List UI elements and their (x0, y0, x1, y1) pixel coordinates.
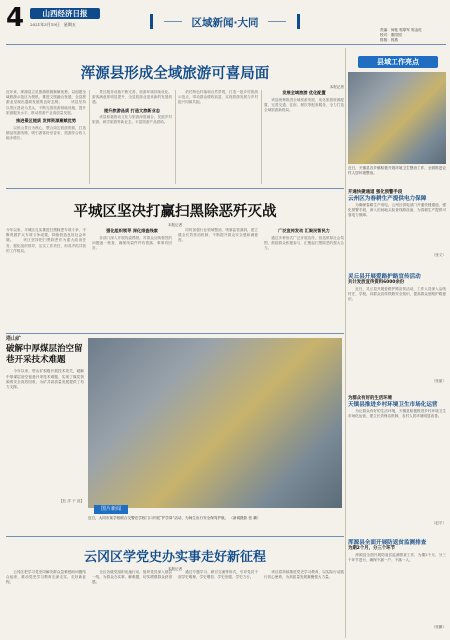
section-title: 区域新闻·大同 (191, 17, 259, 29)
main-col-1: 近年来，浑源县立足旅游资源禀赋优势，以创建全域旅游示范区为契机，推进文旅融合发展，全县旅游业呈现出蓬勃发展的良好态势。 该县坚持以景区建设为龙头，不断完善旅游基础设施，提升旅游服务水平，推动旅游产业高质量发展。 推进景区提质 发挥资源禀赋优势 以恒山景区为核心，整合周边旅游资源，打造精品旅游线路，吸引游客纷至沓来，旅游综合收入稳步增长。 (6, 90, 86, 140)
sidebar-item-3: 为群众有好的生活环境 天镇县推进乡村环境卫生市场化运营 为让群众有好的生活环境，天镇县积极推进乡村环境卫生市场化运营，建立长效保洁机制，农村人居环境明显改善。 （赵平） (348, 396, 446, 525)
middle-article (6, 190, 344, 330)
middle-subhead-2: 广泛宣传发动 汇聚民智民力 (278, 228, 330, 233)
photo-news-caption: 近日，大同市某学校联合交警在学校门口开展“护学岗”活动，为师生出行安全保驾护航。 （新闻摄影 张 鹏） (88, 516, 261, 520)
sidebar (348, 48, 446, 640)
main-subhead-1: 推进景区提质 发挥资源禀赋优势 (15, 118, 77, 124)
middle-col-4: 广泛宣传发动 汇聚民智民力 通过多种形式广泛开展宣传，营造浓厚社会氛围，鼓励群众积极参与，汇聚起扫黑除恶的强大合力。 (264, 228, 344, 250)
paper-name-badge (30, 8, 100, 19)
main-col-3: 依托特色村落和自然景观，打造一批乡村旅游示范点，带动群众增收致富，实现旅游发展与乡村振兴同频共振。 (178, 90, 258, 105)
main-col-4: 发展全域旅游 优化配置 该县统筹推进全域旅游发展，优化旅游资源配置，完善交通、住宿、餐饮等配套服务，全力打造全域旅游新格局。 (264, 90, 344, 112)
bottom-article: 云冈区学党史办实事走好新征程 本报记者 云冈区把学习党史同解决群众急难愁盼问题结合起来，推动党史学习教育走深走实，走好新征程。 全区各级党组织迅速行动，组织党员深入基层一线，为群众办实事、解难题，切实增强群众获得感。 通过专题学习、研讨交流等形式，引导党员干部学史明理、学史增信、学史崇德、学史力行。 该区将持续推进党史学习教育，以实际行动践行初心使命，为高质量发展凝聚强大力量。 (6, 538, 344, 638)
date-line: 2021年3月19日 星期五 (30, 22, 76, 27)
middle-col-1: 今年以来，平城区扎实推进扫黑除恶专项斗争，不断巩固扩大专项斗争成果，持续营造良好社会环境。 该区坚持把扫黑除恶作为重大政治任务，强化组织领导，压实工作责任，形成齐抓共管的工作格局。 (6, 228, 86, 253)
lower-left-title: 破解中厚煤层治空留巷开采技术难题 (6, 344, 83, 366)
main-subhead-2: 提升旅游品质 打造文旅新业态 (104, 107, 160, 113)
section-bar (150, 14, 300, 29)
bottom-title: 云冈区学党史办实事走好新征程 (83, 550, 266, 565)
sidebar-item-2: 灵丘县开展爱路护路宣传活动 共计发放宣传资料6000余份 近日，灵丘县开展爱路护路宣传活动，工作人员深入沿线村庄、学校，向群众宣传铁路安全知识，提高群众爱路护路意识。 （张丽） (348, 274, 446, 383)
page-header (0, 0, 450, 46)
editor-credits: 责编：何帐 郭厚军 郭金旺 校对：康园园 排版：郭燕 (380, 28, 422, 42)
middle-col-3: 同时加强行业领域整治，堵塞监管漏洞，建立健全长效常治机制，不断提升群众安全感和满意度。 (178, 228, 258, 243)
middle-col-2: 强化组织领导 深化排查线索 各部门深入开展线索摸排，对群众反映强烈的问题逐一核查，确保线索件件有着落、事事有回音。 (92, 228, 172, 250)
sidebar-photo (348, 72, 446, 164)
middle-subhead-1: 强化组织领导 深化排查线索 (106, 228, 158, 233)
header-rule (6, 44, 446, 45)
news-photo (88, 338, 342, 508)
main-title: 浑源县形成全域旅游可喜局面 (80, 66, 270, 82)
paper-name: 山西经济日报 (42, 9, 88, 18)
sidebar-item-1: 开通快捷通道 强化预警手段 云州区为春耕生产提供电力保障 为确保春耕生产用电，云州区供电部门开通快捷通道，强化预警手段，深入田间地头检查线路设备，为春耕生产提供可靠电力保障。 （张义） (348, 190, 446, 257)
main-byline: 本报记者 (329, 85, 344, 89)
main-article (6, 48, 344, 186)
page-number: 4 (6, 3, 25, 33)
sidebar-item-4: 浑源县全面开展防返贫监测排查 为期2个月，分三个环节 浑源县全面开展防返贫监测排查工作，为期2个月，分三个环节进行，确保不漏一户、不落一人。 （张鹏） (348, 540, 446, 629)
sidebar-badge: 县域工作亮点 (358, 56, 438, 68)
middle-title: 平城区坚决打赢扫黑除恶歼灭战 (73, 204, 277, 220)
sidebar-photo-caption: 近日，天镇县各乡镇积极开展环境卫生整治工作，全面推进农村人居环境整治。 (348, 166, 446, 176)
lower-left-kicker: 塔山矿 (6, 336, 22, 342)
main-col-2: 景区服务设施不断完善，旅游环境持续优化，游客满意度明显提升，全县旅游业迎来新的发展机遇。 提升旅游品质 打造文旅新业态 该县积极推动文化与旅游深度融合，发展乡村旅游、研学旅游等新业态，丰富旅游产品供给。 (92, 90, 172, 125)
main-subhead-3: 发展全域旅游 优化配置 (282, 90, 326, 95)
photo-news-tag: 图片新闻 (94, 505, 128, 514)
middle-byline: 本报记者 (167, 223, 183, 227)
lower-left-article: 塔山矿 破解中厚煤层治空留巷开采技术难题 今年以来，塔山矿积极开展技术攻关，破解中厚煤层治空留巷开采技术难题，实现了煤炭资源的安全高效回收，为矿井高质量发展提供了有力支撑。 【杜 洋 于 蕊】 (6, 336, 84, 504)
bottom-byline: 本报记者 (167, 567, 183, 571)
